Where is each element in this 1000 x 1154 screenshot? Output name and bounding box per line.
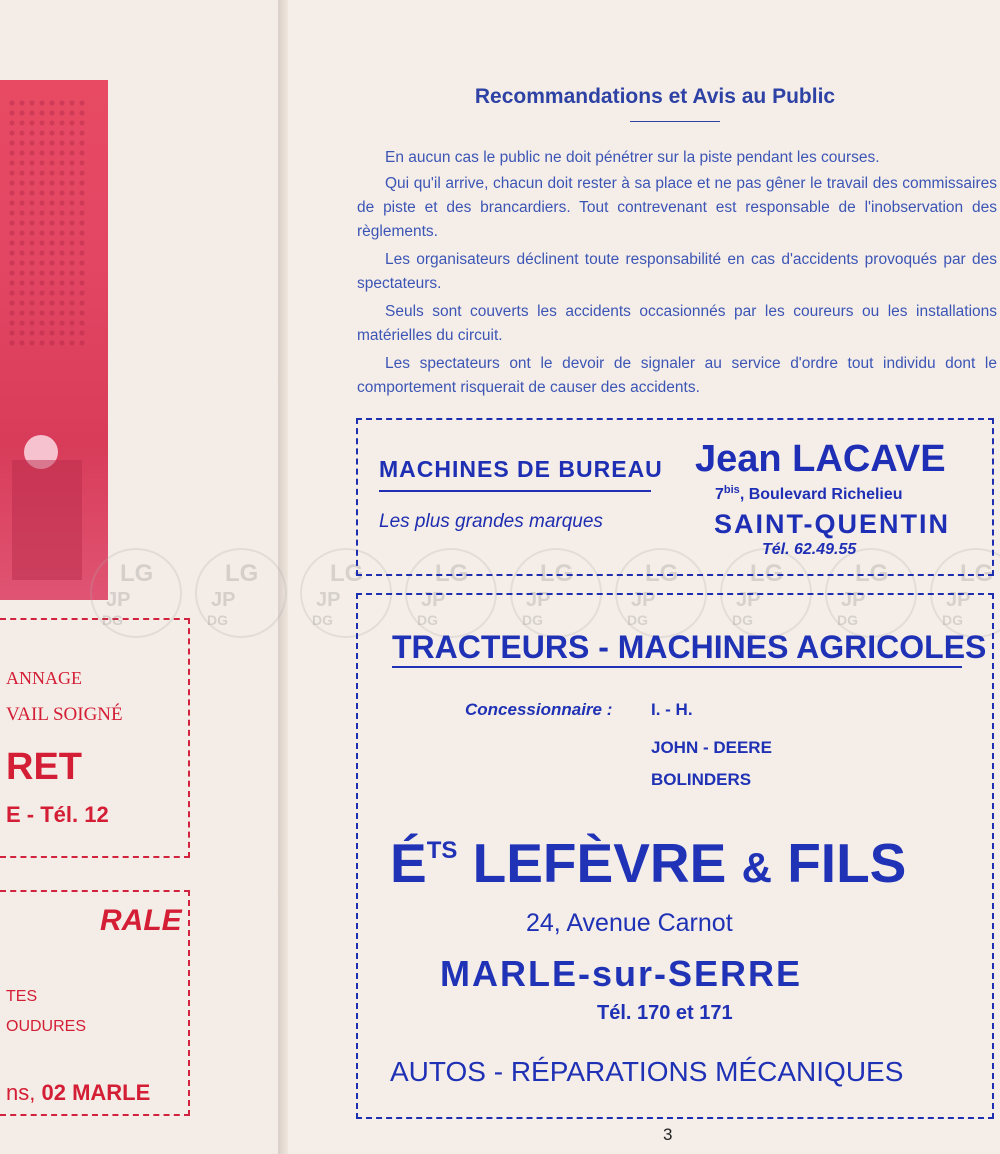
ad-services: AUTOS - RÉPARATIONS MÉCANIQUES bbox=[390, 1056, 904, 1087]
address-superscript: bis bbox=[723, 484, 740, 496]
stamp-watermark: LG JP DG bbox=[405, 548, 497, 638]
concessionnaire-label: Concessionnaire : bbox=[465, 700, 613, 719]
ad-headline-underline bbox=[392, 666, 962, 668]
brand-item: BOLINDERS bbox=[651, 770, 752, 789]
advertisement-lacave bbox=[356, 418, 994, 576]
stamp-watermark: LG JP DG bbox=[90, 548, 182, 638]
left-page bbox=[0, 0, 278, 1154]
ad-address-bold: 02 MARLE bbox=[41, 1080, 151, 1105]
company-prefix: É bbox=[390, 832, 427, 894]
ad-address bbox=[6, 1080, 150, 1106]
notice-paragraph: En aucun cas le public ne doit pénétrer sur la piste pendant les courses. bbox=[385, 149, 880, 166]
advertisement-lefevre bbox=[356, 593, 994, 1119]
company-superscript: TS bbox=[426, 837, 458, 864]
tree-branches bbox=[8, 100, 88, 350]
address-number: 7 bbox=[715, 486, 724, 503]
ad-text-line: ANNAGE bbox=[6, 668, 82, 688]
stamp-watermark: LG JP DG bbox=[300, 548, 392, 638]
brand-item: JOHN - DEERE bbox=[651, 738, 772, 757]
address-street: , Boulevard Richelieu bbox=[739, 486, 903, 503]
ad-phone: Tél. 62.49.55 bbox=[762, 541, 857, 558]
ad-name: RET bbox=[6, 746, 82, 788]
stamp-watermark: LG JP DG bbox=[510, 548, 602, 638]
ad-text-line: TES bbox=[6, 988, 38, 1005]
man-body bbox=[12, 460, 82, 580]
page-gutter bbox=[278, 0, 288, 1154]
ad-address-prefix: ns, bbox=[6, 1080, 36, 1105]
company-suffix: FILS bbox=[787, 832, 907, 894]
stamp-watermark: LG JP DG bbox=[720, 548, 812, 638]
stamp-watermark: LG JP DG bbox=[930, 548, 1000, 638]
notice-paragraph: Les organisateurs déclinent toute responsabilité en cas d'accidents provoqués par des spectateurs. bbox=[357, 251, 997, 292]
ad-company-name bbox=[390, 831, 906, 895]
ad-text-line: VAIL SOIGNÉ bbox=[6, 704, 123, 725]
ad-text-line: OUDURES bbox=[6, 1018, 87, 1035]
ad-left-subtitle: Les plus grandes marques bbox=[379, 511, 603, 532]
company-name-main: LEFÈVRE bbox=[472, 832, 727, 894]
red-photo bbox=[0, 80, 108, 600]
title-rule bbox=[630, 121, 720, 122]
ad-city: SAINT-QUENTIN bbox=[714, 509, 951, 539]
red-ad-box-2 bbox=[0, 890, 190, 1116]
ad-city: MARLE-sur-SERRE bbox=[440, 953, 803, 994]
ad-left-title: MACHINES DE BUREAU bbox=[379, 456, 663, 482]
stamp-watermark: LG JP DG bbox=[825, 548, 917, 638]
notice-paragraph: Les spectateurs ont le devoir de signaler au service d'ordre tout individu dont le comportement risquerait de causer des accidents. bbox=[357, 355, 997, 396]
stamp-watermark: LG JP DG bbox=[195, 548, 287, 638]
notice-paragraph: Seuls sont couverts les accidents occasionnés par les coureurs ou les installations matérielles du circuit. bbox=[357, 303, 997, 344]
page-number: 3 bbox=[663, 1125, 673, 1144]
ad-headline: TRACTEURS - MACHINES AGRICOLES bbox=[392, 629, 987, 665]
ad-address: 24, Avenue Carnot bbox=[526, 909, 733, 937]
ad-phone: Tél. 170 et 171 bbox=[597, 1002, 733, 1024]
page-title: Recommandations et Avis au Public bbox=[474, 85, 836, 108]
brand-item: I. - H. bbox=[651, 700, 693, 719]
company-ampersand: & bbox=[741, 844, 772, 891]
red-ad-box-1 bbox=[0, 618, 190, 858]
ad-address bbox=[715, 486, 903, 504]
stamp-watermark: LG JP DG bbox=[615, 548, 707, 638]
ad-company-name: Jean LACAVE bbox=[695, 438, 946, 480]
ad-title: RALE bbox=[100, 904, 182, 937]
notice-paragraph: Qui qu'il arrive, chacun doit rester à sa place et ne pas gêner le travail des commissaires de piste et des brancardiers. Tout contrevenant est responsable de l'inobservation des règlements. bbox=[357, 175, 997, 240]
ad-left-underline bbox=[379, 490, 651, 492]
ad-phone: E - Tél. 12 bbox=[6, 802, 109, 827]
